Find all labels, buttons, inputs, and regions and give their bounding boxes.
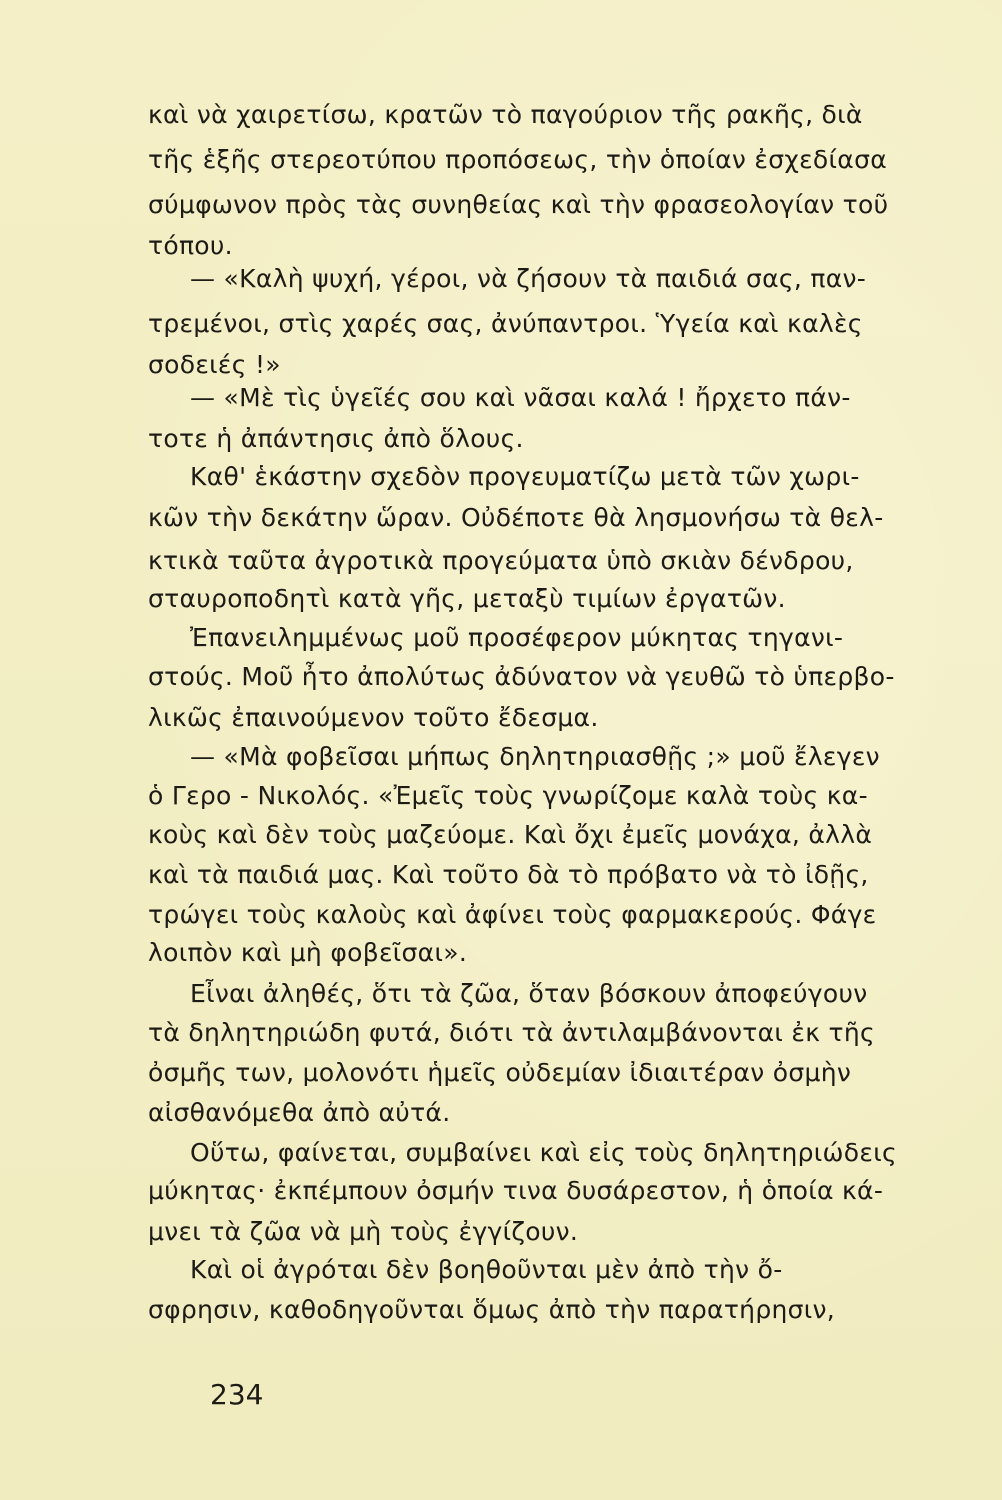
text-line: Καὶ οἱ ἀγρόται δὲν βοηθοῦνται μὲν ἀπὸ τὴν ὄ- (190, 1255, 783, 1284)
text-line: μύκητας· ἐκπέμπουν ὀσμήν τινα δυσάρεστον, ἡ ὁποία κά- (148, 1176, 884, 1205)
text-line: αἰσθανόμεθα ἀπὸ αὐτά. (148, 1098, 451, 1127)
text-line: τρώγει τοὺς καλοὺς καὶ ἀφίνει τοὺς φαρμακερούς. Φάγε (148, 900, 877, 929)
text-line: ὀσμῆς των, μολονότι ἡμεῖς οὐδεμίαν ἰδιαιτέραν ὀσμὴν (148, 1058, 852, 1087)
text-line: τὰ δηλητηριώδη φυτά, διότι τὰ ἀντιλαμβάνονται ἐκ τῆς (148, 1018, 875, 1047)
text-line: σοδειές !» (148, 350, 281, 379)
text-line: μνει τὰ ζῶα νὰ μὴ τοὺς ἐγγίζουν. (148, 1217, 579, 1246)
text-line: τῆς ἑξῆς στερεοτύπου προπόσεως, τὴν ὁποίαν ἐσχεδίασα (148, 145, 887, 174)
text-line: κτικὰ ταῦτα ἀγροτικὰ προγεύματα ὑπὸ σκιὰν δένδρου, (148, 546, 854, 575)
text-line: στούς. Μοῦ ἦτο ἀπολύτως ἀδύνατον νὰ γευθῶ τὸ ὑπερβο- (148, 662, 895, 691)
text-line: σφρησιν, καθοδηγοῦνται ὅμως ἀπὸ τὴν παρατήρησιν, (148, 1295, 836, 1324)
text-line: σταυροποδητὶ κατὰ γῆς, μεταξὺ τιμίων ἐργατῶν. (148, 584, 786, 613)
text-line: τόπου. (148, 231, 233, 260)
text-line: Οὕτω, φαίνεται, συμβαίνει καὶ εἰς τοὺς δηλητηριώδεις (190, 1138, 897, 1167)
text-line: σύμφωνον πρὸς τὰς συνηθείας καὶ τὴν φρασεολογίαν τοῦ (148, 190, 889, 219)
text-line: — «Μὰ φοβεῖσαι μήπως δηλητηριασθῇς ;» μοῦ ἔλεγεν (190, 742, 880, 771)
page-number: 234 (210, 1378, 264, 1411)
text-line: κῶν τὴν δεκάτην ὥραν. Οὐδέποτε θὰ λησμονήσω τὰ θελ- (148, 503, 884, 532)
text-line: — «Μὲ τὶς ὑγεῖές σου καὶ νᾶσαι καλά ! ἤρχετο πάν- (190, 383, 851, 412)
text-line: Εἶναι ἀληθές, ὅτι τὰ ζῶα, ὅταν βόσκουν ἀποφεύγουν (190, 979, 868, 1008)
text-line: λοιπὸν καὶ μὴ φοβεῖσαι». (148, 938, 468, 967)
text-line: τρεμένοι, στὶς χαρές σας, ἀνύπαντροι. Ὑγεία καὶ καλὲς (148, 309, 863, 338)
text-line: λικῶς ἐπαινούμενον τοῦτο ἔδεσμα. (148, 703, 599, 732)
text-line: καὶ νὰ χαιρετίσω, κρατῶν τὸ παγούριον τῆς ρακῆς, διὰ (148, 100, 863, 129)
text-line: Καθ' ἑκάστην σχεδὸν προγευματίζω μετὰ τῶν χωρι- (190, 462, 860, 491)
text-line: — «Καλὴ ψυχή, γέροι, νὰ ζήσουν τὰ παιδιά σας, παν- (190, 264, 867, 293)
text-line: ὁ Γερο - Νικολός. «Ἐμεῖς τοὺς γνωρίζομε καλὰ τοὺς κα- (148, 781, 868, 810)
text-line: Ἐπανειλημμένως μοῦ προσέφερον μύκητας τηγανι- (190, 623, 844, 652)
text-line: καὶ τὰ παιδιά μας. Καὶ τοῦτο δὰ τὸ πρόβατο νὰ τὸ ἰδῇς, (148, 860, 869, 889)
text-line: κοὺς καὶ δὲν τοὺς μαζεύομε. Καὶ ὄχι ἐμεῖς μονάχα, ἀλλὰ (148, 820, 873, 849)
text-line: τοτε ἡ ἀπάντησις ἀπὸ ὅλους. (148, 424, 524, 453)
